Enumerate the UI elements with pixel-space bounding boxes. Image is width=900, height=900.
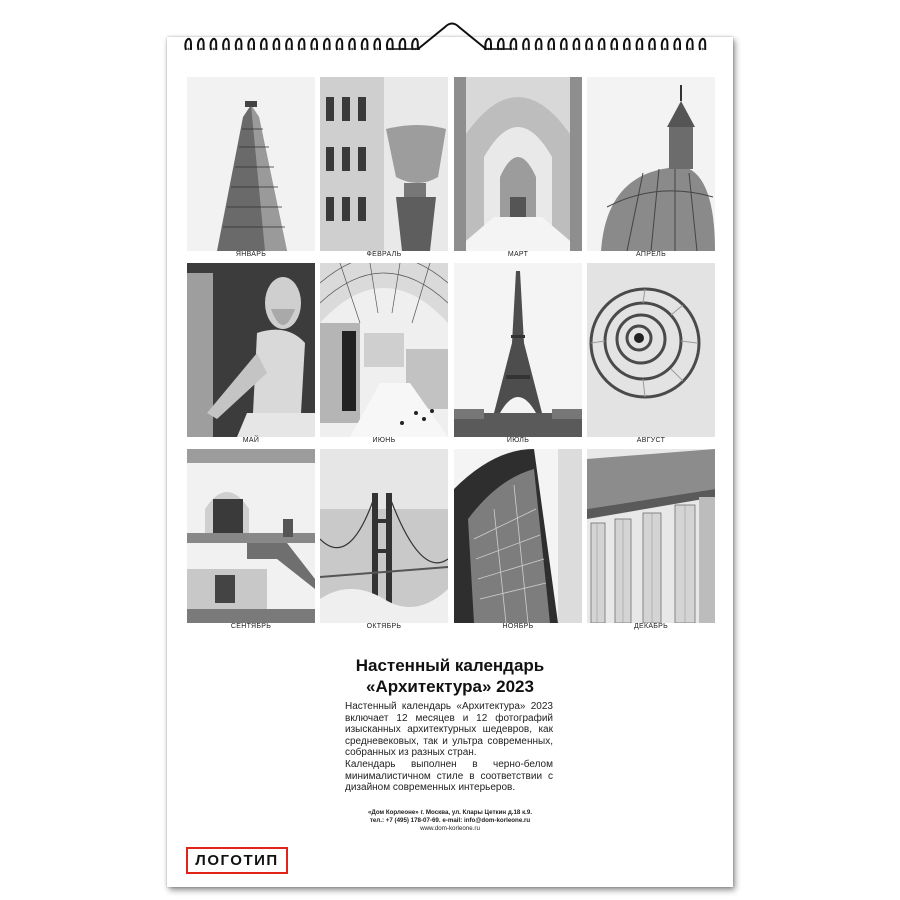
photo-february-pisa: [320, 77, 448, 251]
photo-november-skyscraper: [454, 449, 582, 623]
photo-august-staircase: [587, 263, 715, 437]
logo-placeholder: ЛОГОТИП: [186, 847, 288, 874]
month-label-november: НОЯБРЬ: [502, 623, 534, 630]
calendar-title-line2: «Архитектура» 2023: [366, 677, 534, 696]
calendar-description: [345, 701, 553, 794]
month-label-may: МАЙ: [242, 437, 260, 444]
calendar-title-line1: Настенный календарь: [355, 656, 545, 675]
month-label-july: ИЮЛЬ: [506, 437, 530, 444]
month-label-april: АПРЕЛЬ: [636, 251, 666, 258]
photo-december-columns: [587, 449, 715, 623]
month-label-february: ФЕВРАЛЬ: [366, 251, 402, 258]
month-label-march: МАРТ: [507, 251, 529, 258]
photo-september-palace: [187, 449, 315, 623]
photo-july-eiffel: [454, 263, 582, 437]
description-paragraph-2: Календарь выполнен в черно-белом минималистичном стиле в соответствии с дизайном современных интерьеров.: [345, 758, 553, 794]
photo-april-dome: [587, 77, 715, 251]
month-label-june: ИЮНЬ: [372, 437, 396, 444]
month-label-august: АВГУСТ: [636, 437, 666, 444]
photo-march-corridor: [454, 77, 582, 251]
month-label-september: СЕНТЯБРЬ: [230, 623, 272, 630]
description-paragraph-1: Настенный календарь «Архитектура» 2023 включает 12 месяцев и 12 фотографий изысканных архитектурных шедевров, как средневековых, так и ультра современных, собранных из разных стран.: [345, 701, 553, 759]
photo-may-statue: [187, 263, 315, 437]
month-label-january: ЯНВАРЬ: [235, 251, 267, 258]
month-label-october: ОКТЯБРЬ: [366, 623, 402, 630]
contact-address: «Дом Корлеоне» г. Москва, ул. Клары Цеткин д.18 к.9.: [367, 809, 533, 816]
month-label-december: ДЕКАБРЬ: [633, 623, 669, 630]
photo-june-british-museum: [320, 263, 448, 437]
photo-january-flatiron: [187, 77, 315, 251]
contact-phone-email: тел.: +7 (495) 178-07-69. e-mail: info@dom-korleone.ru: [369, 817, 531, 824]
photo-october-bridge: [320, 449, 448, 623]
contact-website: www.dom-korleone.ru: [420, 825, 480, 832]
